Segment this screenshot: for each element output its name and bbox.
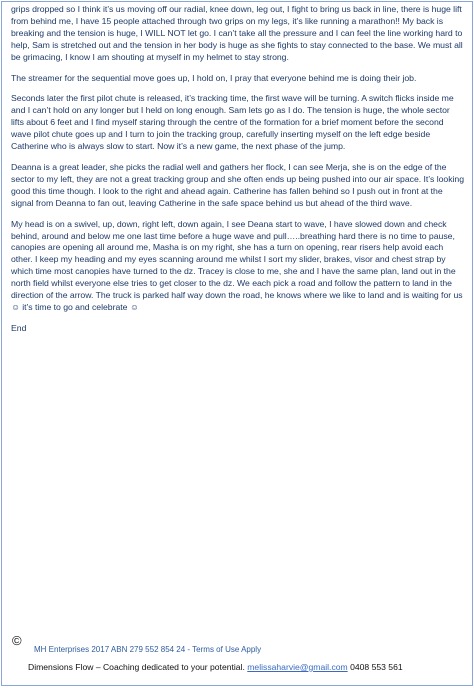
company-info: MH Enterprises 2017 ABN 279 552 854 24 - Terms of Use Apply [34,645,262,654]
paragraph-4: Deanna is a great leader, she picks the radial well and gathers her flock, I can see Merja, she is on the edge of the sector to my left, they are not a great tracking group and she often ends up being pushed into our air space. It’s looking good this time though. I look to the right and ahead again. Catherine has fallen behind so I push out in front at the signal from Deanna to fan out, leaving Catherine in the safe space behind us but ahead of the third wave. [11,161,465,208]
paragraph-2: The streamer for the sequential move goes up, I hold on, I pray that everyone behind me is doing their job. [11,72,417,83]
copyright-icon: © [12,633,22,648]
email-link[interactable]: melissaharvie@gmail.com [247,662,348,672]
phone-number: 0408 553 561 [350,662,403,672]
paragraph-5: My head is on a swivel, up, down, right left, down again, I see Deana start to wave, I have slowed down and check behind, around and below me one last time before a huge wave and pull…..breathing hard there is no time to pause, canopies are opening all around me, Masha is on my right, she has a turn on opening, rear risers help avoid each other. I keep my heading and my eyes scanning around me whilst I sort my slider, brakes, visor and chest strap by which time most canopies have turned to the dz. Tracey is close to me, she and I have the same plan, land out in the north field whilst everyone else tries to get closer to the dz. We each pick a road and follow the pattern to land in the direction of the arrow. The truck is parked half way down the road, he knows where we like to land and is waiting for us ☺ it’s time to go and celebrate ☺ [11,218,463,312]
tagline: Dimensions Flow – Coaching dedicated to your potential. [28,662,245,672]
paragraph-1: grips dropped so I think it’s us moving off our radial, knee down, leg out, I fight to bring us back in line, there is huge lift from behind me, I have 15 people attached through two grips on my legs, it’s like running a marathon!! My back is breaking and the tension is huge, I WILL NOT let go. I can’t take all the pressure and I can feel the line working hard to help, Sam is stretched out and the tension in her body is huge as she fights to stay connected to the base. We must all be grimacing, I know I am shouting at myself in my helmet to stay strong. [11,4,463,62]
end-marker: End [11,322,27,333]
story-text [11,4,465,344]
paragraph-3: Seconds later the first pilot chute is released, it’s tracking time, the first wave will be turning. A switch flicks inside me and I can’t hold on any longer but I held on long enough. Sam lets go as I do. The tension is huge, the whole sector lifts about 6 feet and I find myself staring through the centre of the formation for a brief moment before the second wave pilot chute goes up and I turn to join the tracking group, carefully inserting myself on the left edge beside Catherine who is always slow to start. Now it’s a new game, the next phase of the jump. [11,93,454,152]
contact-line [28,662,403,673]
document-page [1,1,473,686]
